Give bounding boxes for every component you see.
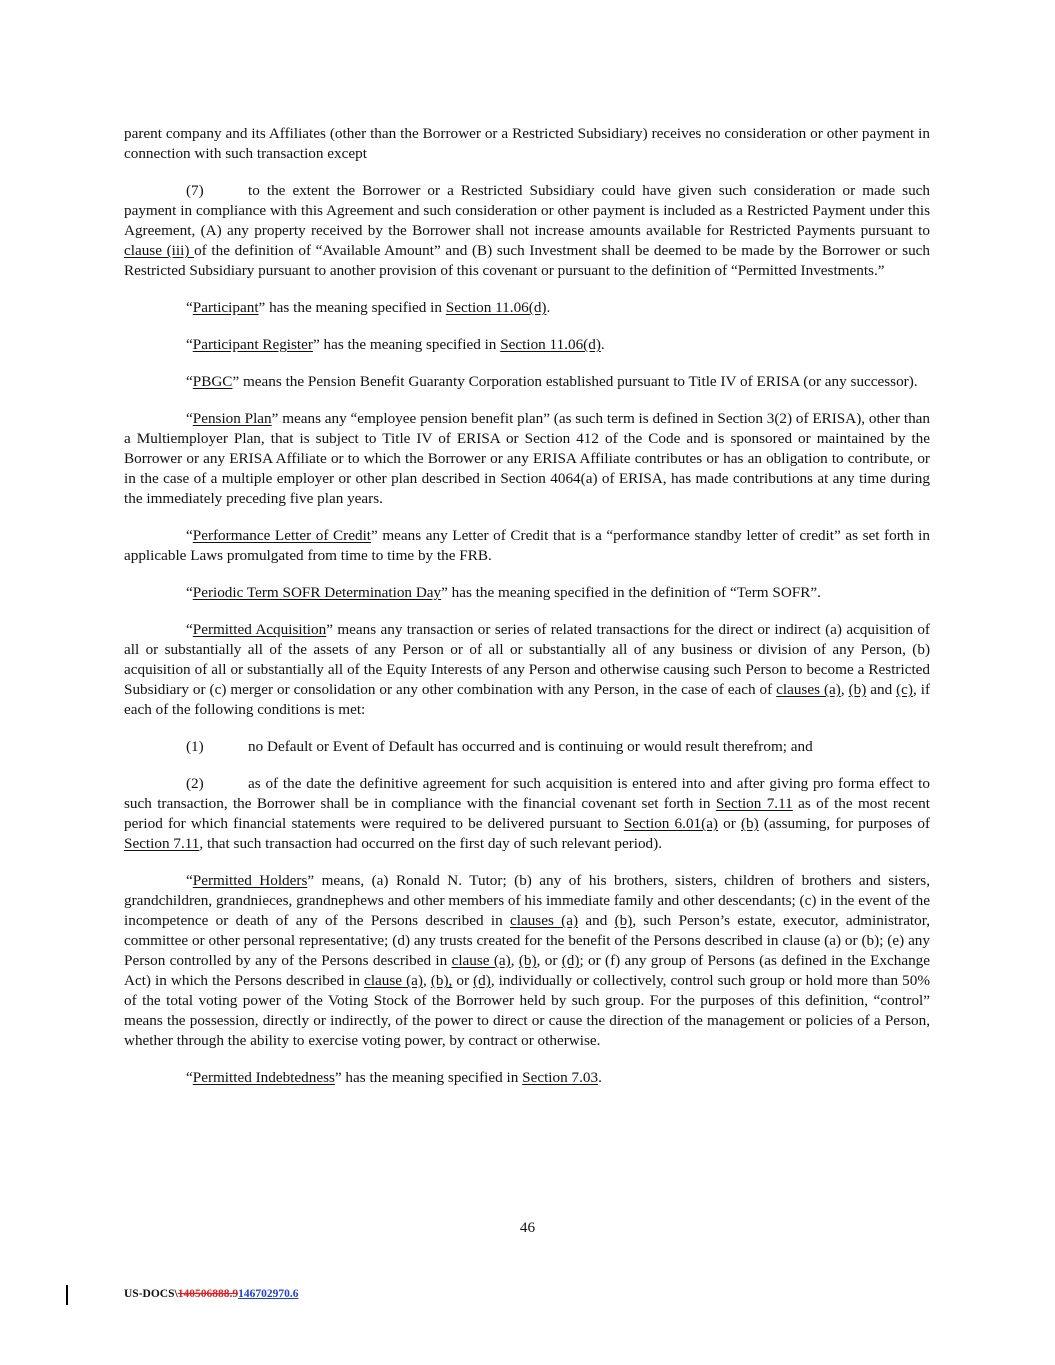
definition-performance-letter-of-credit: “Performance Letter of Credit” means any Letter of Credit that is a “performance standby letter of credit” as set forth in applicable Laws promulgated from time to time by the FRB. — [124, 527, 930, 564]
paragraph-clause-7: (7) to the extent the Borrower or a Restricted Subsidiary could have given such consideration or made such payment in compliance with this Agreement and such consideration or other payment is included as a Restricted Payment under this Agreement, (A) any property received by the Borrower shall not increase amounts available for Restricted Payments pursuant to clause (iii) of the definition of “Available Amount” and (B) such Investment shall be deemed to be made by the Borrower or such Restricted Subsidiary pursuant to another provision of this covenant or pursuant to the definition of “Permitted Investments.” — [124, 182, 930, 279]
document-footer-id: US-DOCS\140506888.9146702970.6 — [124, 1288, 299, 1300]
definition-pension-plan: “Pension Plan” means any “employee pension benefit plan” (as such term is defined in Section 3(2) of ERISA), other than a Multiemployer Plan, that is subject to Title IV of ERISA or Section 412 of the Code and is sponsored or maintained by the Borrower or any ERISA Affiliate or to which the Borrower or any ERISA Affiliate contributes or has an obligation to contribute, or in the case of a multiple employer or other plan described in Section 4064(a) of ERISA, has made contributions at any time during the immediately preceding five plan years. — [124, 410, 931, 507]
definition-permitted-holders: “Permitted Holders” means, (a) Ronald N. Tutor; (b) any of his brothers, sisters, children of brothers and sisters, grandchildren, grandnieces, grandnephews and other members of his immediate family and other descendants; (c) in the event of the incompetence or death of any of the Persons described in clauses (a) and (b), such Person’s estate, executor, administrator, committee or other personal representative; (d) any trusts created for the benefit of the Persons described in clause (a) or (b); (e) any Person controlled by any of the Persons described in clause (a), (b), or (d); or (f) any group of Persons (as defined in the Exchange Act) in which the Persons described in clause (a), (b), or (d), individually or collectively, control such group or hold more than 50% of the total voting power of the Voting Stock of the Borrower held by such group. For the purposes of this definition, “control” means the possession, directly or indirectly, of the power to direct or cause the direction of the management or policies of a Person, whether through the ability to exercise voting power, by contract or otherwise. — [124, 872, 931, 1049]
page-number: 46 — [519, 1219, 536, 1236]
condition-2: (2) as of the date the definitive agreement for such acquisition is entered into and after giving pro forma effect to such transaction, the Borrower shall be in compliance with the financial covenant set forth in Section 7.11 as of the most recent period for which financial statements were required to be delivered pursuant to Section 6.01(a) or (b) (assuming, for purposes of Section 7.11, that such transaction had occurred on the first day of such relevant period). — [124, 775, 930, 852]
definition-participant-register: “Participant Register” has the meaning specified in Section 11.06(d). — [186, 336, 605, 353]
document-body — [124, 124, 930, 1105]
inserted-doc-number: 146702970.6 — [238, 1288, 299, 1300]
change-bar — [66, 1285, 68, 1305]
clause-iii-reference: clause (iii) — [124, 242, 195, 259]
definition-permitted-indebtedness: “Permitted Indebtedness” has the meaning specified in Section 7.03. — [186, 1069, 602, 1086]
paragraph-continuation: parent company and its Affiliates (other than the Borrower or a Restricted Subsidiary) receives no consideration or other payment in connection with such transaction except — [124, 125, 930, 162]
definition-participant: “Participant” has the meaning specified in Section 11.06(d). — [186, 299, 551, 316]
definition-pbgc: “PBGC” means the Pension Benefit Guaranty Corporation established pursuant to Title IV of ERISA (or any successor). — [186, 373, 918, 390]
condition-1: (1) no Default or Event of Default has occurred and is continuing or would result therefrom; and — [186, 738, 813, 755]
definition-permitted-acquisition: “Permitted Acquisition” means any transaction or series of related transactions for the direct or indirect (a) acquisition of all or substantially all of the assets of any Person or of all or substantially all of any business or division of any Person, (b) acquisition of all or substantially all of the Equity Interests of any Person and otherwise causing such Person to become a Restricted Subsidiary or (c) merger or consolidation or any other combination with any Person, in the case of each of clauses (a), (b) and (c), if each of the following conditions is met: — [124, 621, 931, 718]
deleted-doc-number: 140506888.9 — [177, 1288, 239, 1300]
definition-periodic-term-sofr: “Periodic Term SOFR Determination Day” has the meaning specified in the definition of “Term SOFR”. — [186, 584, 821, 601]
